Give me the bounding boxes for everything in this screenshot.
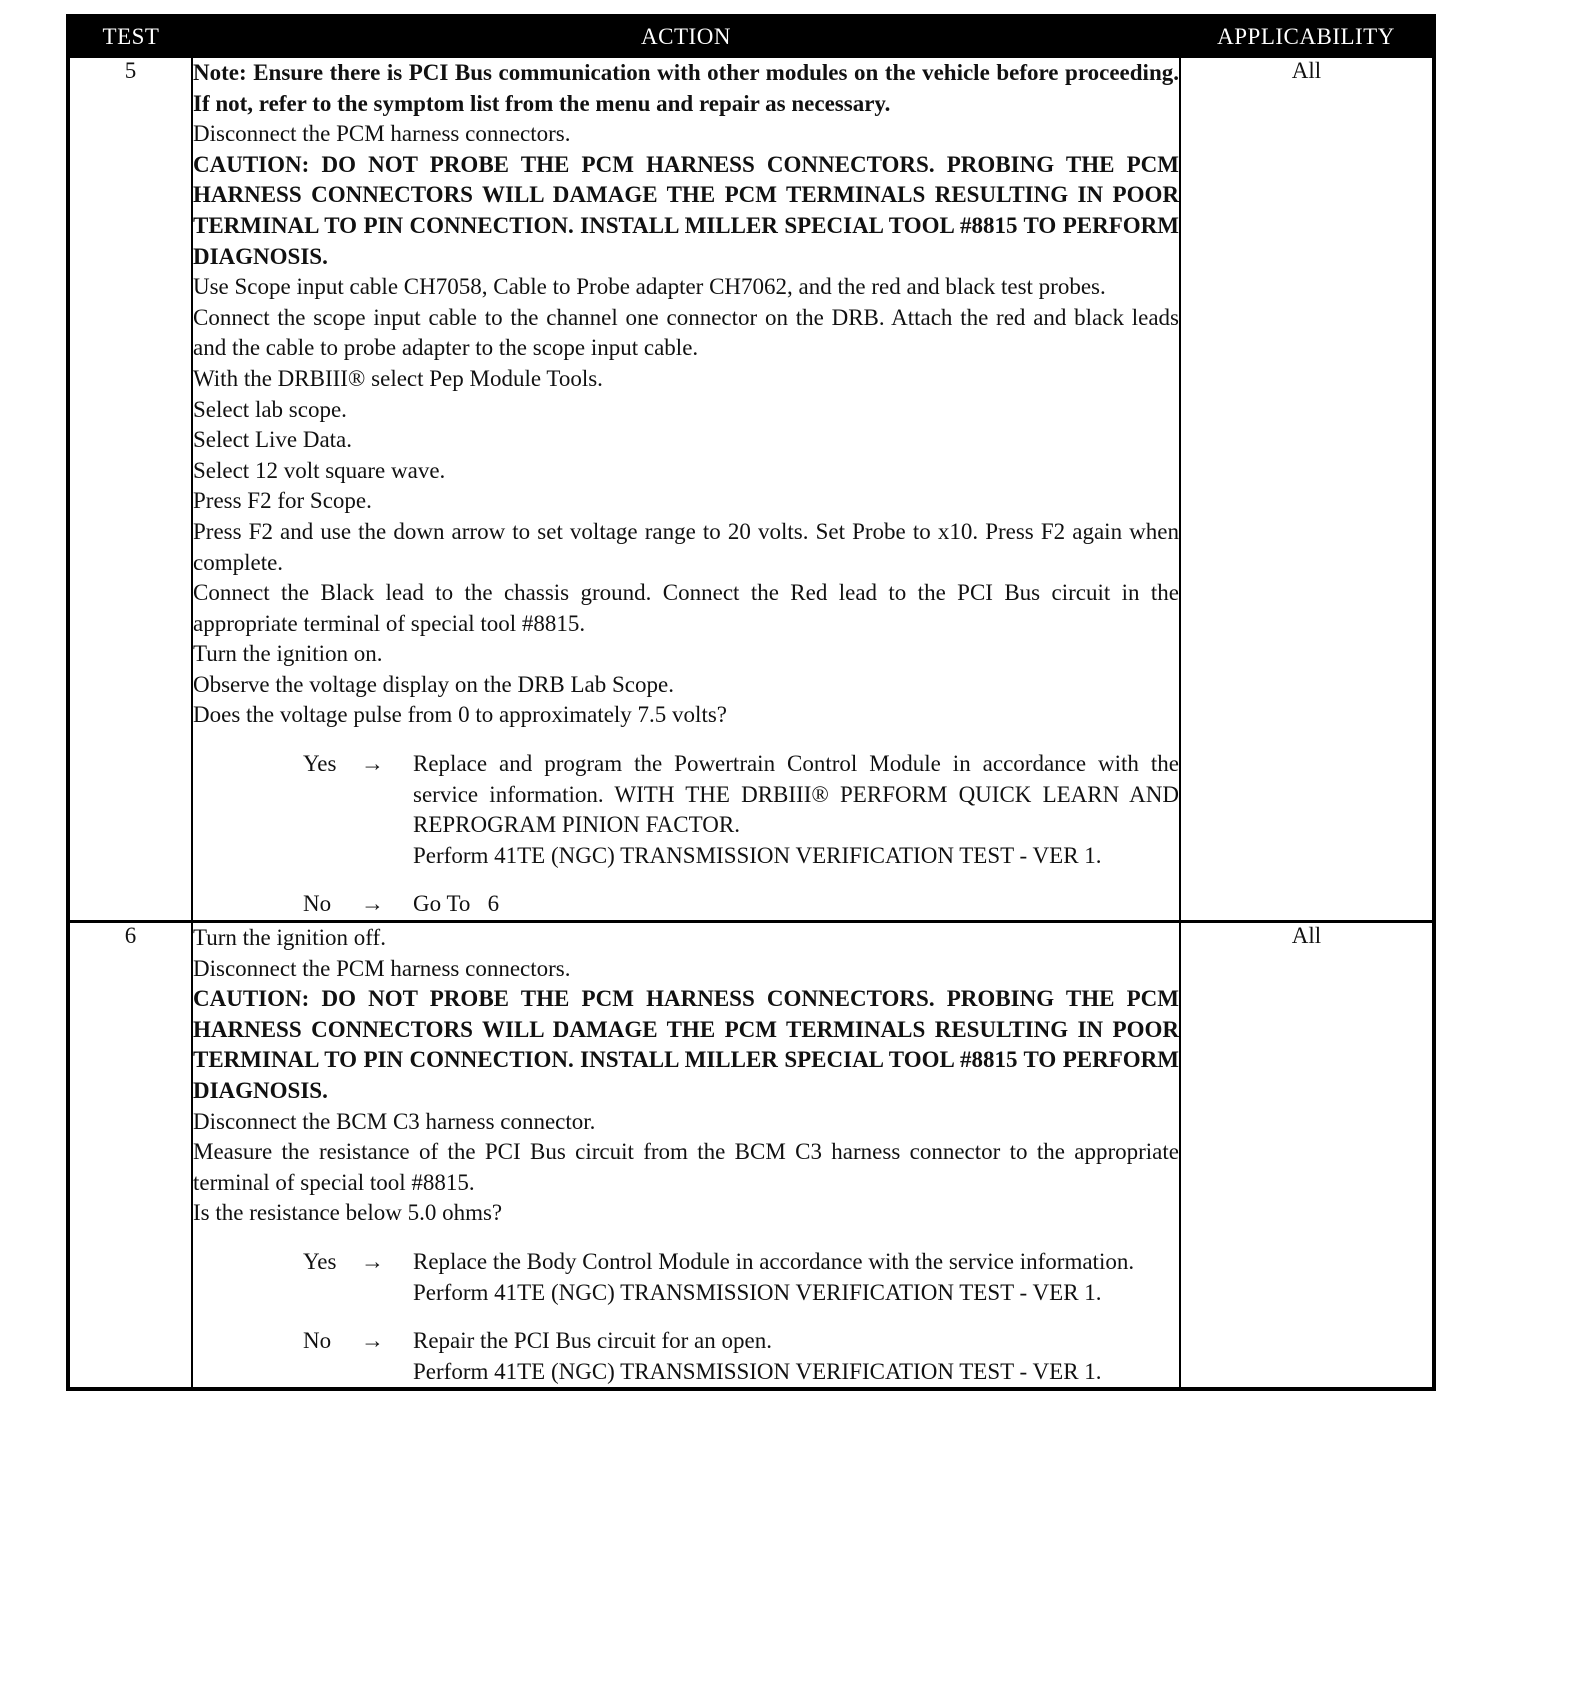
table-header-row (68, 16, 1434, 57)
action-cell (192, 57, 1180, 922)
header-test: TEST (68, 16, 192, 57)
yes-result: Perform 41TE (NGC) TRANSMISSION VERIFICATION TEST - VER 1. (413, 1279, 1102, 1305)
yes-choice (193, 1247, 1179, 1308)
action-cell (192, 922, 1180, 1390)
arrow-icon: → (361, 1328, 384, 1354)
action-step: Connect the Black lead to the chassis ground. Connect the Red lead to the PCI Bus circuit in the appropriate terminal of special tool #8815. (193, 580, 1179, 636)
note-text: Note: Ensure there is PCI Bus communication with other modules on the vehicle before proceeding. If not, refer to the symptom list from the menu and repair as necessary. (193, 60, 1179, 116)
action-step: Use Scope input cable CH7058, Cable to Probe adapter CH7062, and the red and black test probes. (193, 274, 1106, 300)
header-action: ACTION (192, 16, 1180, 57)
arrow-icon: → (361, 1248, 384, 1274)
yes-label: Yes (303, 1248, 337, 1274)
no-result: Repair the PCI Bus circuit for an open. (413, 1328, 772, 1354)
caution-text: CAUTION: DO NOT PROBE THE PCM HARNESS CONNECTORS. PROBING THE PCM HARNESS CONNECTORS WILL DAMAGE THE PCM TERMINALS RESULTING IN POOR TERMINAL TO PIN CONNECTION. INSTALL MILLER SPECIAL TOOL #8815 TO PERFORM DIAGNOSIS. (193, 986, 1179, 1103)
test-row-6 (68, 922, 1434, 1390)
no-result: Go To 6 (413, 891, 500, 917)
header-applicability: APPLICABILITY (1180, 16, 1434, 57)
action-step: Press F2 and use the down arrow to set voltage range to 20 volts. Set Probe to x10. Press F2 again when complete. (193, 518, 1179, 575)
caution-text: CAUTION: DO NOT PROBE THE PCM HARNESS CONNECTORS. PROBING THE PCM HARNESS CONNECTORS WILL DAMAGE THE PCM TERMINALS RESULTING IN POOR TERMINAL TO PIN CONNECTION. INSTALL MILLER SPECIAL TOOL #8815 TO PERFORM DIAGNOSIS. (193, 151, 1179, 269)
action-step: With the DRBIII® select Pep Module Tools. (193, 365, 603, 391)
test-number: 6 (68, 922, 192, 1390)
action-step: Disconnect the PCM harness connectors. (193, 955, 571, 981)
yes-result: Replace and program the Powertrain Control Module in accordance with the service information. WITH THE DRBIII® PERFORM QUICK LEARN AND REPROGRAM PINION FACTOR. (413, 751, 1179, 838)
question-text: Does the voltage pulse from 0 to approximately 7.5 volts? (193, 702, 727, 728)
action-step: Observe the voltage display on the DRB Lab Scope. (193, 671, 674, 697)
no-label: No (303, 1328, 332, 1354)
action-step: Select Live Data. (193, 427, 353, 453)
yes-result: Perform 41TE (NGC) TRANSMISSION VERIFICATION TEST - VER 1. (413, 842, 1102, 868)
action-step: Connect the scope input cable to the channel one connector on the DRB. Attach the red and black leads and the cable to probe adapter to the scope input cable. (193, 304, 1179, 361)
action-step: Select 12 volt square wave. (193, 457, 446, 483)
yes-label: Yes (303, 751, 337, 777)
test-number: 5 (68, 57, 192, 922)
action-step: Disconnect the BCM C3 harness connector. (193, 1108, 596, 1134)
applicability-value: All (1180, 922, 1434, 1390)
no-result: Perform 41TE (NGC) TRANSMISSION VERIFICATION TEST - VER 1. (413, 1358, 1102, 1384)
action-step: Disconnect the PCM harness connectors. (193, 121, 571, 147)
no-label: No (303, 891, 332, 917)
arrow-icon: → (361, 751, 384, 777)
action-step: Turn the ignition on. (193, 641, 383, 667)
action-step: Press F2 for Scope. (193, 488, 372, 514)
action-step: Measure the resistance of the PCI Bus circuit from the BCM C3 harness connector to the appropriate terminal of special tool #8815. (193, 1139, 1179, 1195)
arrow-icon: → (361, 891, 384, 917)
yes-choice (193, 749, 1179, 871)
question-text: Is the resistance below 5.0 ohms? (193, 1200, 503, 1226)
test-row-5 (68, 57, 1434, 922)
action-step: Turn the ignition off. (193, 925, 386, 951)
no-choice (193, 889, 1179, 920)
no-choice (193, 1326, 1179, 1387)
diagnostic-test-table (66, 14, 1436, 1391)
applicability-value: All (1180, 57, 1434, 922)
action-step: Select lab scope. (193, 396, 347, 422)
yes-result: Replace the Body Control Module in accordance with the service information. (413, 1248, 1135, 1274)
